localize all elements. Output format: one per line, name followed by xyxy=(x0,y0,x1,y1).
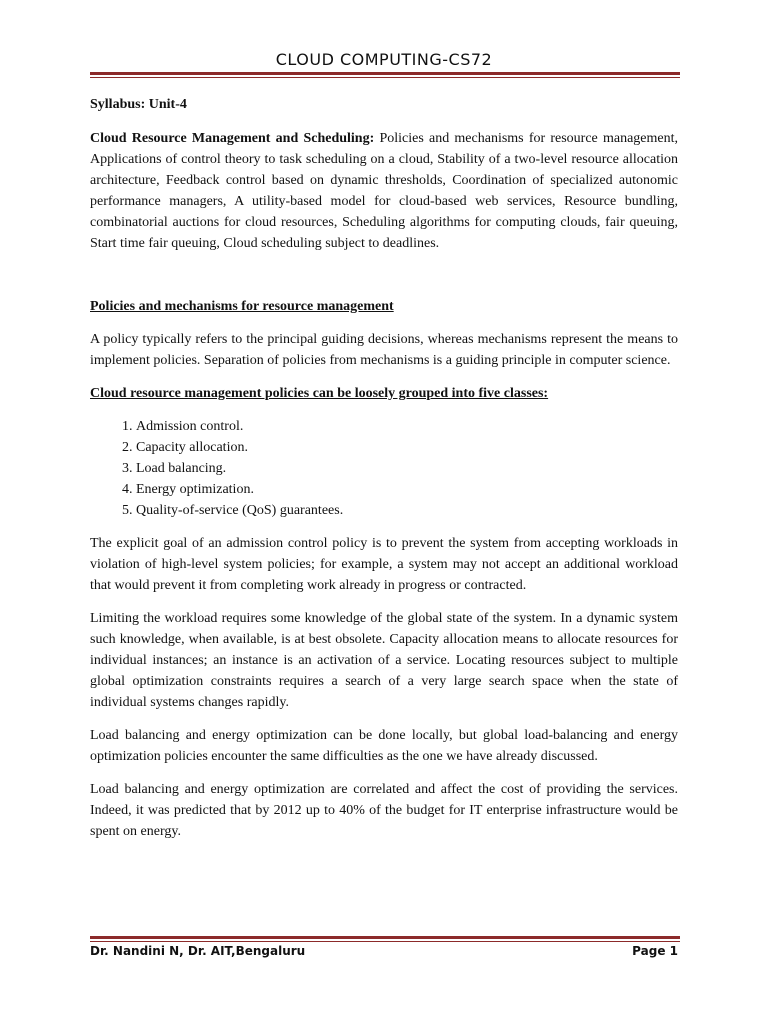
page-header-title: CLOUD COMPUTING-CS72 xyxy=(275,50,493,69)
admission-paragraph: The explicit goal of an admission control policy is to prevent the system from accepting workloads in violation of high-level system policies; for example, a system may not accept an additional workload that would prevent it from completing work already in progress or contracted. xyxy=(90,536,678,593)
syllabus-paragraph xyxy=(90,128,678,254)
footer-page-number: Page 1 xyxy=(632,944,678,958)
list-item: 3. Load balancing. xyxy=(136,458,678,479)
section-heading: Policies and mechanisms for resource management xyxy=(90,299,394,314)
list-item: 5. Quality-of-service (QoS) guarantees. xyxy=(136,500,678,521)
footer-author: Dr. Nandini N, Dr. AIT,Bengaluru xyxy=(90,944,306,958)
policy-classes-list xyxy=(90,416,678,521)
page-body xyxy=(90,94,678,854)
classes-heading: Cloud resource management policies can be loosely grouped into five classes: xyxy=(90,386,549,401)
limiting-paragraph: Limiting the workload requires some knowledge of the global state of the system. In a dynamic system such knowledge, when available, is at best obsolete. Capacity allocation means to allocate resources for individual instances; an instance is an activation of a service. Locating resources subject to multiple global optimization constraints requires a search of a very large search space when the state of individual systems changes rapidly. xyxy=(90,611,678,710)
footer-rule-thin xyxy=(90,941,680,942)
energy-paragraph: Load balancing and energy optimization are correlated and affect the cost of providing the services. Indeed, it was predicted that by 2012 up to 40% of the budget for IT enterprise infrastructure would be spent on energy. xyxy=(90,782,678,839)
header-rule-thin xyxy=(90,77,680,78)
load-balancing-paragraph: Load balancing and energy optimization can be done locally, but global load-balancing and energy optimization policies encounter the same difficulties as the one we have already discussed. xyxy=(90,728,678,764)
header-rule xyxy=(90,72,680,78)
list-item: 2. Capacity allocation. xyxy=(136,437,678,458)
policy-paragraph: A policy typically refers to the principal guiding decisions, whereas mechanisms represent the means to implement policies. Separation of policies from mechanisms is a guiding principle in computer science. xyxy=(90,332,678,368)
footer-rule xyxy=(90,936,680,942)
header-rule-thick xyxy=(90,72,680,75)
list-item: 1. Admission control. xyxy=(136,416,678,437)
syllabus-topic-list: Policies and mechanisms for resource management, Applications of control theory to task scheduling on a cloud, Stability of a two-level resource allocation architecture, Feedback control based on dynamic thresholds, Coordination of specialized autonomic performance managers, A utility-based model for cloud-based web services, Resource bundling, combinatorial auctions for cloud resources, Scheduling algorithms for computing clouds, fair queuing, Start time fair queuing, Cloud scheduling subject to deadlines. xyxy=(90,131,678,251)
footer-rule-thick xyxy=(90,936,680,939)
list-item: 4. Energy optimization. xyxy=(136,479,678,500)
syllabus-topic-title: Cloud Resource Management and Scheduling: xyxy=(90,131,375,146)
syllabus-heading: Syllabus: Unit-4 xyxy=(90,97,187,112)
page-footer xyxy=(90,944,678,958)
